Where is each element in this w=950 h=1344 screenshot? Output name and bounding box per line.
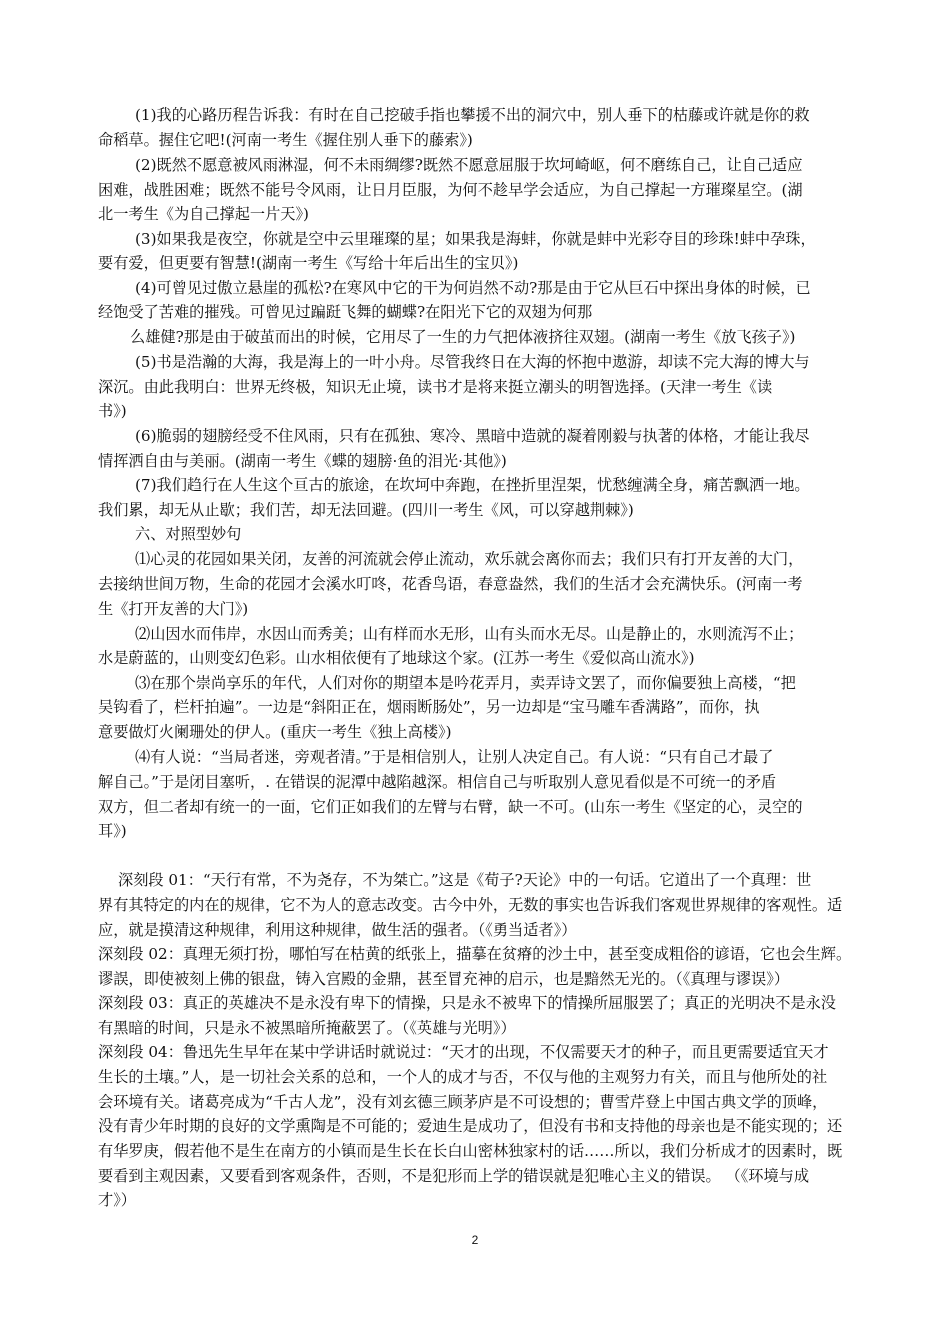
deep-paragraph-line: 要看到主观因素，又要看到客观条件，否则，不是犯形而上学的错误就是犯唯心主义的错误。 （《环境与成 xyxy=(98,1167,810,1185)
text-line: ⑴心灵的花园如果关闭，友善的河流就会停止流动，欢乐就会离你而去；我们只有打开友善的大门， xyxy=(135,550,804,568)
deep-paragraph-line: 深刻段 03：真正的英雄决不是永没有卑下的情操，只是永不被卑下的情操所屈服罢了；真正的光明决不是永没 xyxy=(98,994,836,1012)
text-line: 命稻草。握住它吧!(河南一考生《握住别人垂下的藤索》) xyxy=(98,131,473,149)
text-line: ⑶在那个崇尚享乐的年代，人们对你的期望本是吟花弄月，卖弄诗文罢了，而你偏要独上高楼，“把 xyxy=(135,674,796,692)
deep-paragraph-line: 谬誤，即使被刻上佛的银盘，铸入宫殿的金鼎，甚至冒充神的启示，也是黯然无光的。（《真理与谬误》） xyxy=(98,970,790,988)
deep-paragraph-line: 有华罗庚，假若他不是生在南方的小镇而是生长在长白山密林独家村的话……所以，我们分析成才的因素时，既 xyxy=(98,1142,843,1160)
deep-paragraph-line: 会环境有关。诸葛亮成为“千古人龙”，没有刘玄德三顾茅庐是不可设想的；曹雪芹登上中国古典文学的顶峰， xyxy=(98,1093,828,1111)
text-line: (6)脆弱的翅膀经受不住风雨，只有在孤独、寒冷、黑暗中造就的凝着刚毅与执著的体格，才能让我尽 xyxy=(135,427,810,445)
text-line: (4)可曾见过傲立悬崖的孤松?在寒风中它的干为何岿然不动?那是由于它从巨石中探出身体的时候，已 xyxy=(135,279,811,297)
deep-paragraph-line: 界有其特定的内在的规律，它不为人的意志改变。古今中外，无数的事实也告诉我们客观世界规律的客观性。适 xyxy=(98,896,843,914)
text-line: 意要做灯火阑珊处的伊人。(重庆一考生《独上高楼》) xyxy=(98,723,452,741)
deep-paragraph-line: 生长的土壤。”人，是一切社会关系的总和，一个人的成才与否，不仅与他的主观努力有关，而且与他所处的社 xyxy=(98,1068,828,1086)
text-line: (7)我们趋行在人生这个亘古的旅途，在坎坷中奔跑，在挫折里涅架，忧愁缠满全身，痛苦飘洒一地。 xyxy=(135,476,810,494)
text-line: 困难，战胜困难；既然不能号令风雨，让日月臣服，为何不趁早学会适应，为自己撑起一方璀璨星空。(湖 xyxy=(98,181,803,199)
text-line: 解自己。”于是闭目塞听，. 在错误的泥潭中越陷越深。相信自己与听取别人意见看似是不可统一的矛盾 xyxy=(98,773,777,791)
deep-paragraph-line: 应，就是摸清这种规律，利用这种规律，做生活的强者。（《勇当适者》） xyxy=(98,921,577,939)
text-line: (2)既然不愿意被风雨淋湿，何不未雨绸缪?既然不愿意屈服于坎坷崎岖，何不磨练自己，让自己适应 xyxy=(135,156,803,174)
deep-paragraph-line: 才》） xyxy=(98,1191,136,1209)
text-line: 书》) xyxy=(98,402,127,420)
page-number: 2 xyxy=(471,1233,479,1247)
text-line: ⑵山因水而伟岸，水因山而秀美；山有样而水无形，山有头而水无尽。山是静止的，水则流泻不止； xyxy=(135,625,804,643)
deep-paragraph-line: 有黑暗的时间，只是永不被黑暗所掩蔽罢了。（《英雄与光明》） xyxy=(98,1019,516,1037)
text-line: 去接纳世间万物，生命的花园才会溪水叮咚，花香鸟语，春意盎然，我们的生活才会充满快乐。(河南一考 xyxy=(98,575,803,593)
text-line: 经饱受了苦难的摧残。可曾见过蹁跹飞舞的蝴蝶?在阳光下它的双翅为何那 xyxy=(98,303,593,321)
text-line: 吴钩看了，栏杆拍遍”。一边是“斜阳正在，烟雨断肠处”，另一边却是“宝马雕车香满路”，而你，执 xyxy=(98,698,760,716)
text-line: (5)书是浩瀚的大海，我是海上的一叶小舟。尽管我终日在大海的怀抱中遨游，却读不完大海的博大与 xyxy=(135,353,810,371)
section-heading: 六、对照型妙句 xyxy=(135,525,242,543)
text-line: 双方，但二者却有统一的一面，它们正如我们的左臂与右臂，缺一不可。(山东一考生《坚定的心，灵空的 xyxy=(98,798,803,816)
text-line: 深沉。由此我明白：世界无终极，知识无止境，读书才是将来挺立潮头的明智选择。(天津一考生《读 xyxy=(98,378,773,396)
text-line: 情挥洒自由与美丽。(湖南一考生《蝶的翅膀·鱼的泪光·其他》) xyxy=(98,452,507,470)
text-line: 么雄健?那是由于破茧而出的时候，它用尽了一生的力气把体液挤往双翅。(湖南一考生《放飞孩子》) xyxy=(130,328,796,346)
text-line: 我们累，却无从止歇；我们苦，却无法回避。(四川一考生《风，可以穿越荆棘》) xyxy=(98,501,634,519)
text-line: 生《打开友善的大门》) xyxy=(98,600,249,618)
text-line: 要有爱，但更要有智慧!(湖南一考生《写给十年后出生的宝贝》) xyxy=(98,254,519,272)
text-line: 北一考生《为自己撑起一片天》) xyxy=(98,205,309,223)
text-line: 耳》) xyxy=(98,822,127,840)
deep-paragraph-line: 没有青少年时期的良好的文学熏陶是不可能的；爱迪生是成功了，但没有书和支持他的母亲也是不能实现的；还 xyxy=(98,1117,843,1135)
deep-paragraph-line: 深刻段 01：“天行有常，不为尧存，不为桀亡。”这是《荀子?天论》中的一句话。它道出了一个真理：世 xyxy=(118,871,812,889)
text-line: (1)我的心路历程告诉我：有时在自己挖破手指也攀援不出的洞穴中，别人垂下的枯藤或许就是你的救 xyxy=(135,106,810,124)
text-line: ⑷有人说：“当局者迷，旁观者清。”于是相信别人，让别人决定自己。有人说：“只有自己才最了 xyxy=(135,748,774,766)
text-line: 水是蔚蓝的，山则变幻色彩。山水相依便有了地球这个家。(江苏一考生《爱似高山流水》) xyxy=(98,649,695,667)
deep-paragraph-line: 深刻段 02：真理无须打扮，哪怕写在枯黄的纸张上，描摹在贫瘠的沙土中，甚至变成粗俗的谚语，它也会生辉。 xyxy=(98,945,852,963)
text-line: (3)如果我是夜空，你就是空中云里璀璨的星；如果我是海蚌，你就是蚌中光彩夺目的珍珠!蚌中孕珠， xyxy=(135,230,816,248)
deep-paragraph-line: 深刻段 04：鲁迅先生早年在某中学讲话时就说过：“天才的出现，不仅需要天才的种子，而且更需要适宜天才 xyxy=(98,1043,829,1061)
